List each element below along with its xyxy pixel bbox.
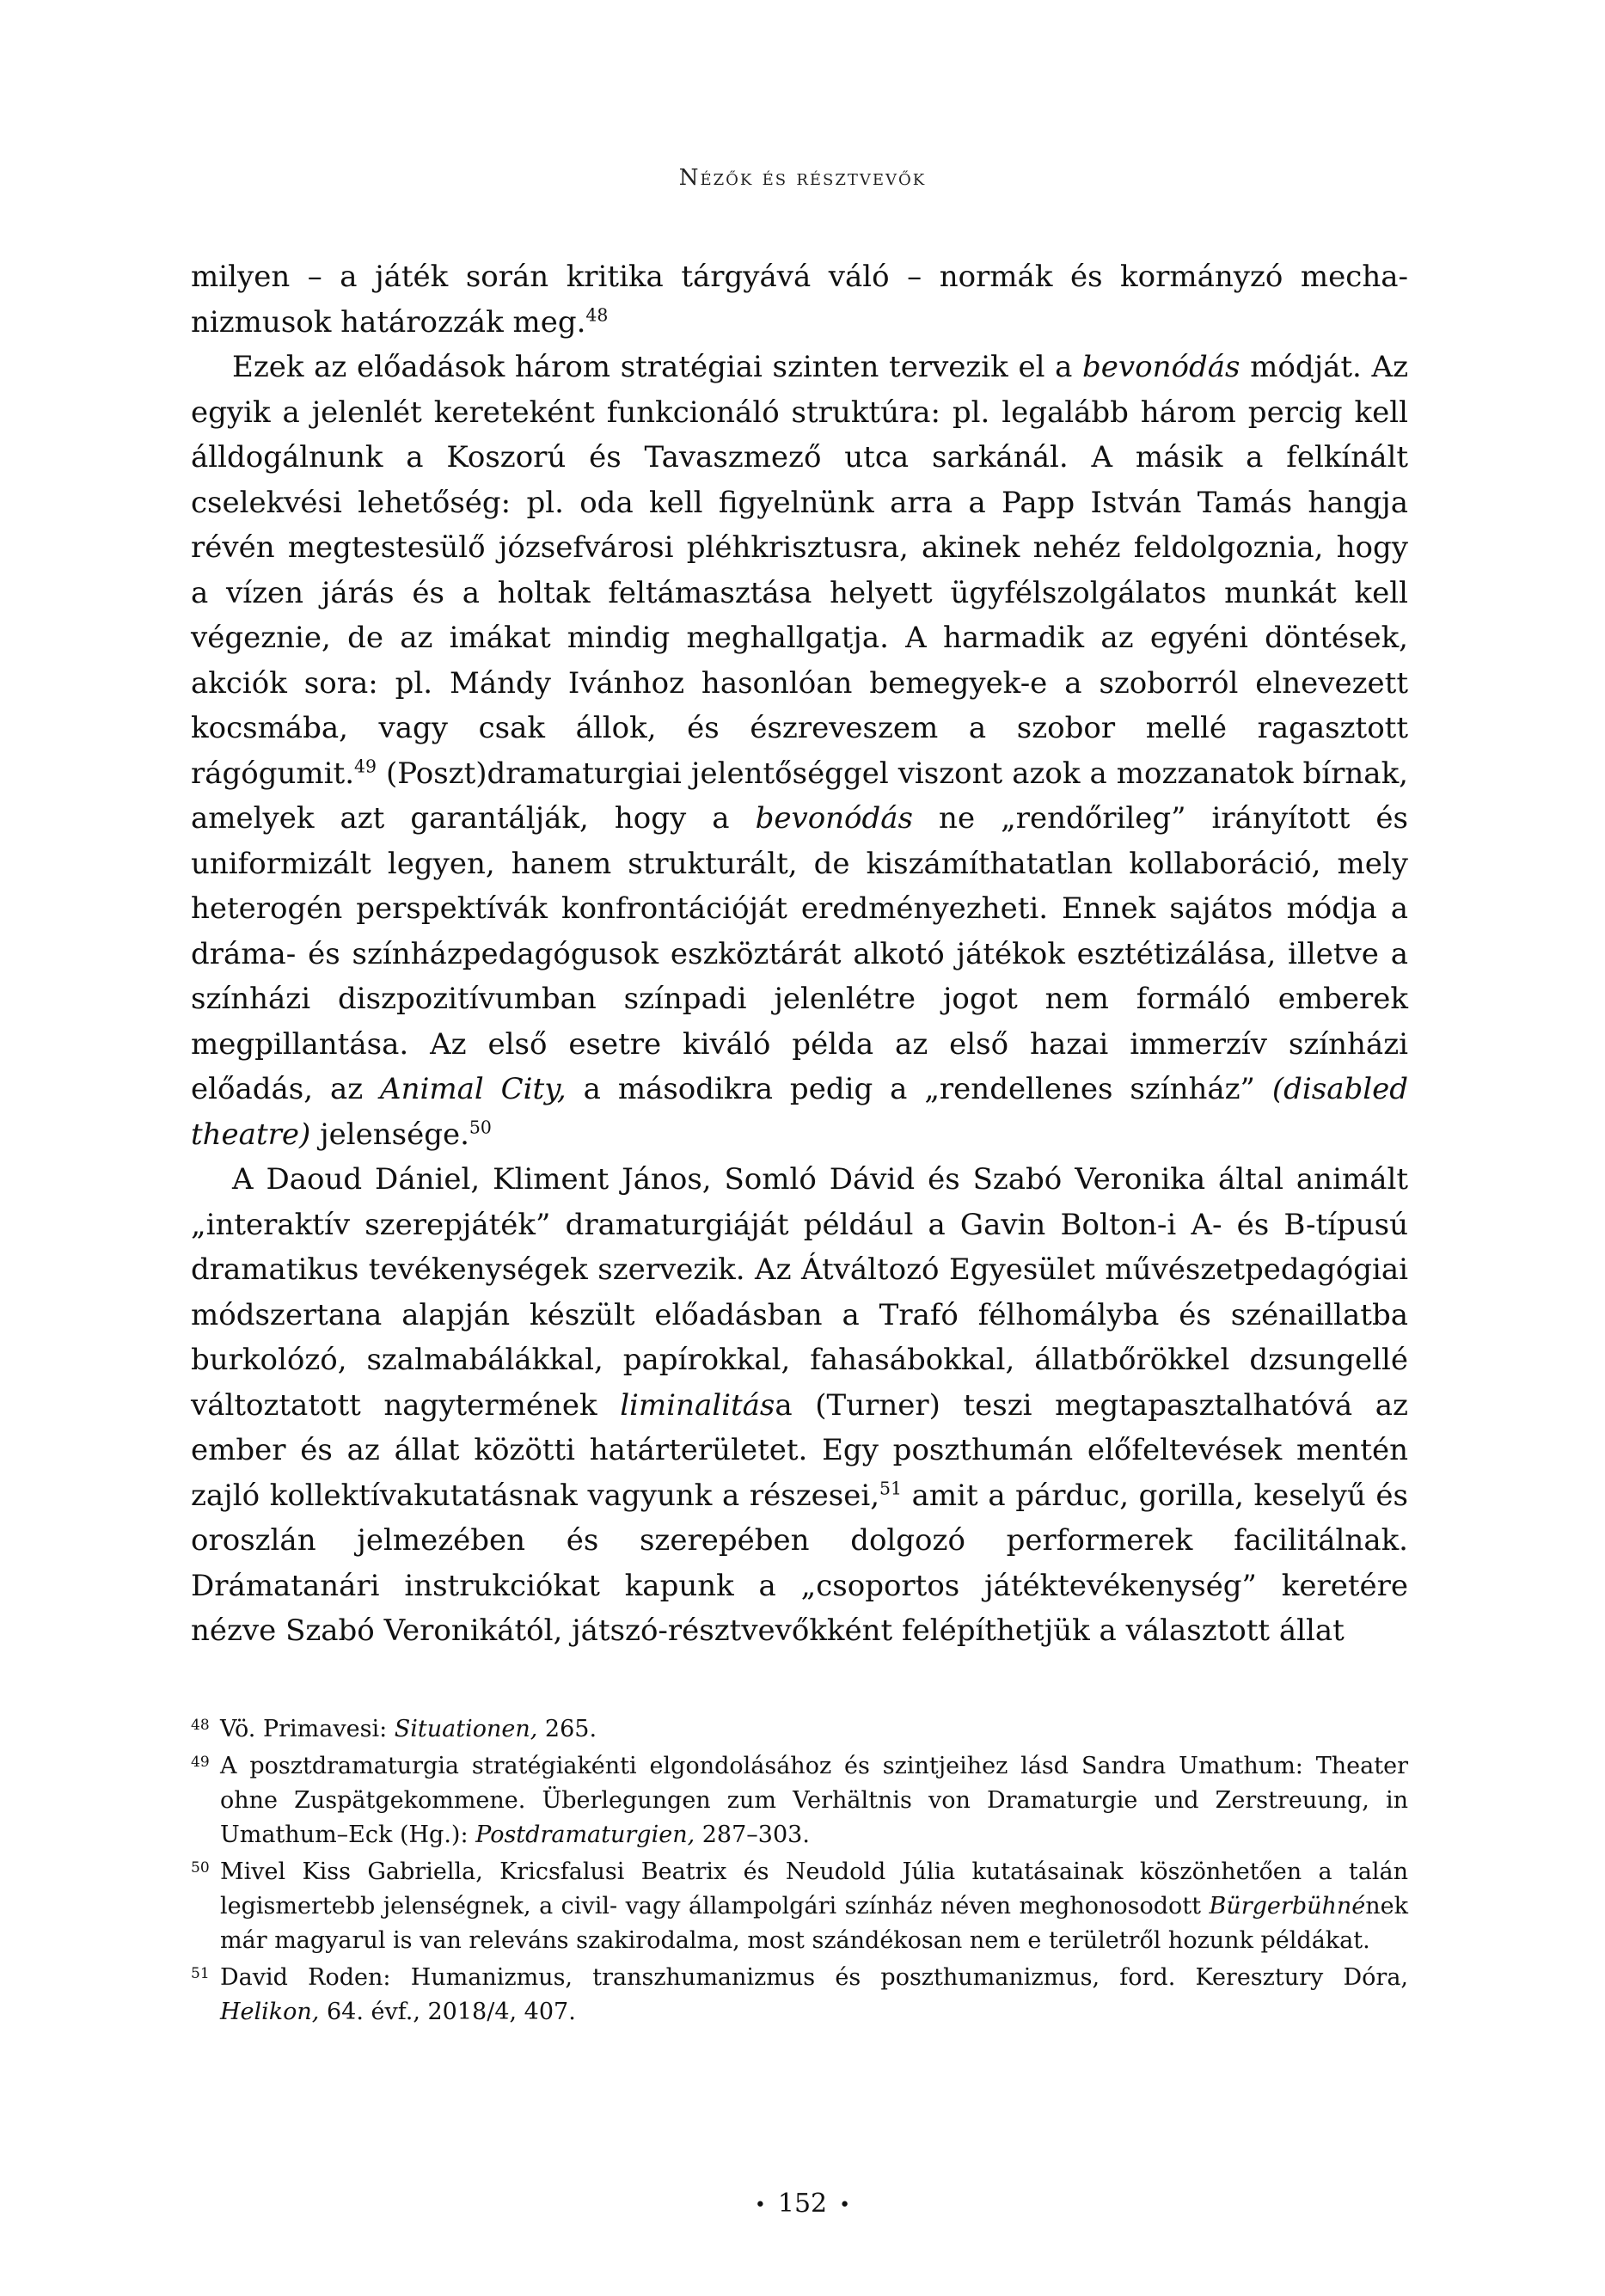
italic-title: Animal City, [380,1072,567,1106]
footnote [191,1712,1408,1747]
footnote-text [220,1712,1408,1747]
footnote-text [220,1855,1408,1958]
page-number-value: 152 [777,2189,828,2219]
paragraph-text: a másodikra pedig a „rendellenes színház” [566,1072,1272,1106]
footnote-number: 51 [191,1965,210,1982]
footnote-italic: Helikon, [220,1999,320,2025]
bullet-right-icon: • [839,2194,851,2216]
paragraph-text: A Daoud Dániel, Kliment János, Somló Dávid és Szabó Veronika által animált „interaktív szerepjáték” dramaturgiáját például a Gavin Bolton-i A- és B-típusú dramatikus tevékenységek szervezik. Az Átváltozó Egyesület művészetpedagógiai módszertana alapján készült előadásban a Trafó félhomályba és szénaillatba burkolózó, szalmabálákkal, papírokkal, fahasábokkal, állatbőrökkel dzsungellé változtatott nagytermének [191,1162,1408,1423]
footnote-italic: Situationen, [394,1716,538,1742]
footnote [191,1961,1408,2030]
italic-term: (disabled theatre) [191,1072,1409,1152]
footnote-number: 49 [191,1754,210,1771]
footnote-part: nek már magyarul is van releváns szakirodalma, most szándékosan nem e területről hozunk példákat. [220,1893,1408,1954]
footnote [191,1749,1408,1852]
paragraph-text: módját. Az egyik a jelenlét kereteként funkcionáló struktúra: pl. legalább három percig kell álldogálnunk a Koszorú és Tavaszmező utca sarkánál. A másik a felkínált cselekvési lehetőség: pl. oda kell figyelnünk arra a Papp István Tamás hangja révén megtestesülő józsefvárosi pléhkrisztusra, akinek nehéz feldolgoznia, hogy a vízen járás és a holtak feltámasztása helyett ügyfélszolgálatos munkát kell végeznie, de az imákat mindig meghallgatja. A harmadik az egyéni döntések, akciók sora: pl. Mándy Ivánhoz hasonlóan bemegyek-e a szoborról elnevezett kocsmába, vagy csak állok, és észreveszem a szobor mellé ragasztott rágógumit. [191,350,1408,791]
footnote-text [220,1961,1408,2030]
footnote-ref-48[interactable]: 48 [585,304,609,326]
bullet-left-icon: • [754,2194,766,2216]
paragraph-text: milyen – a játék során kritika tárgyává váló – normák és kormányzó mechanizmusok határozzák meg. [191,260,1408,340]
italic-term: bevonódás [1082,350,1241,384]
paragraph-text: Ezek az előadások három stratégiai szinten tervezik el a [232,350,1083,384]
footnote-ref-51[interactable]: 51 [879,1478,902,1499]
footnote-italic: Bürgerbühné [1209,1893,1366,1919]
paragraph-text: (Poszt)dramaturgiai jelentőséggel viszont azok a mozzanatok bírnak, amelyek azt garantálják, hogy a [191,756,1408,836]
paragraph-text: amit a párduc, gorilla, keselyű és oroszlán jelmezében és szerepében dolgozó performerek facilitálnak. Drámatanári instrukciókat kapunk a „csoportos játéktevékenység” keretére nézve Szabó Veronikától, játszó-résztvevőkként felépíthetjük a választott állat [191,1478,1409,1648]
footnote-ref-49[interactable]: 49 [354,756,377,777]
footnotes [191,1712,1408,2032]
page-number [0,2189,1605,2219]
running-head: Nézők és résztvevők [678,165,927,191]
footnote [191,1855,1408,1958]
paragraph-2 [191,345,1408,1157]
footnote-part: 287–303. [695,1821,810,1848]
footnote-part: A posztdramaturgia stratégiakénti elgondolásához és szintjeihez lásd Sandra Umathum: Theater ohne Zuspätgekommene. Überlegungen zum Verhältnis von Dramaturgie und Zerstreuung, in Umathum–Eck (Hg.): [220,1753,1408,1848]
footnote-number: 48 [191,1717,210,1734]
paragraph-3 [191,1157,1408,1654]
footnote-ref-50[interactable]: 50 [469,1117,492,1138]
footnote-part: 265. [537,1716,597,1742]
paragraph-text: jelensége. [310,1117,469,1152]
paragraph-text: ne „rendőrileg” irányított és uniformizált legyen, hanem strukturált, de kiszámíthatatlan kollaboráció, mely heterogén perspektívák konfrontációját eredményezheti. Ennek sajátos módja a dráma- és színházpedagógusok eszköztárát alkotó játékok esztétizálása, illetve a színházi diszpozitívumban színpadi jelenlétre jogot nem formáló emberek megpillantása. Az első esetre kiváló példa az első hazai immerzív színházi előadás, az [191,801,1408,1106]
paragraph-1 [191,254,1408,345]
footnote-italic: Postdramaturgien, [475,1821,695,1848]
footnote-part: Vö. Primavesi: [220,1716,395,1742]
footnote-part: 64. évf., 2018/4, 407. [319,1999,576,2025]
italic-term: liminalitás [620,1387,775,1423]
footnote-part: David Roden: Humanizmus, transzhumanizmus és poszthumanizmus, ford. Keresztury Dóra, [220,1964,1408,1991]
paragraph-text: a (Turner) teszi megtapasztalhatóvá az ember és az állat közötti határterületet. Egy poszthumán előfeltevések mentén zajló kollektívakutatásnak vagyunk a részesei, [191,1387,1408,1513]
italic-term: bevonódás [755,801,914,836]
footnote-part: Mivel Kiss Gabriella, Kricsfalusi Beatrix és Neudold Júlia kutatásainak köszönhetően a talán legismertebb jelenségnek, a civil- vagy állampolgári színház néven meghonosodott [220,1858,1408,1919]
footnote-text [220,1749,1408,1852]
main-text [191,254,1408,1654]
footnote-number: 50 [191,1859,210,1877]
